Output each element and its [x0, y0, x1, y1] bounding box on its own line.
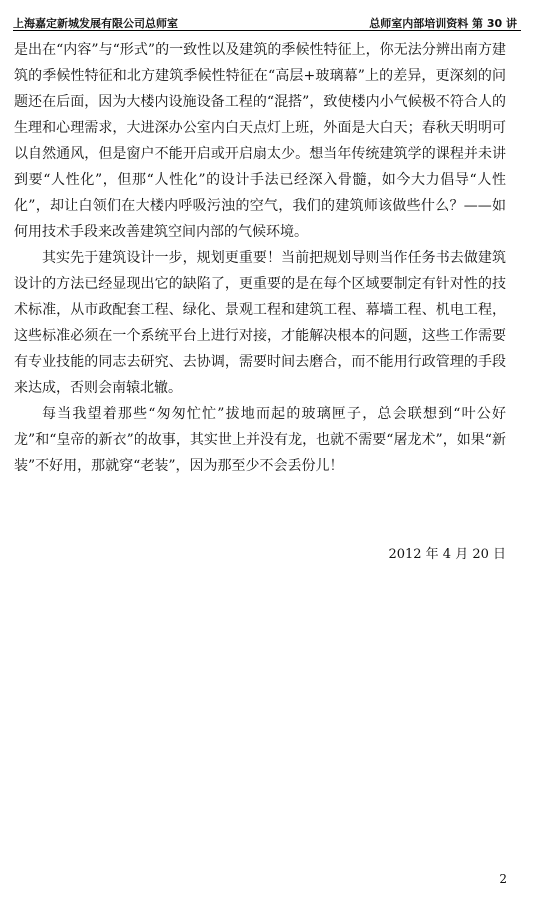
document-body [14, 37, 506, 479]
page-number: 2 [499, 872, 507, 886]
page-header [13, 8, 521, 31]
paragraph-continued: 是出在“内容”与“形式”的一致性以及建筑的季候性特征上，你无法分辨出南方建筑的季候性特征和北方建筑季候性特征在“高层+玻璃幕”上的差异，更深刻的问题还在后面，因为大楼内设施设备工程的“混搭”，致使楼内小气候极不符合人的生理和心理需求，大进深办公室内白天点灯上班，外面是大白天；春秋天明明可以自然通风，但是窗户不能开启或开启扇太少。想当年传统建筑学的课程并未讲到要“人性化”，但那“人性化”的设计手法已经深入骨髓，如今大力倡导“人性化”，却让白领们在大楼内呼吸污浊的空气，我们的建筑师该做些什么？——如何用技术手段来改善建筑空间内部的气候环境。 [14, 42, 506, 240]
header-organization: 上海嘉定新城发展有限公司总师室 [13, 17, 178, 30]
header-series-title: 总师室内部培训资料 第 30 讲 [369, 17, 517, 30]
paragraph-conclusion: 每当我望着那些“匆匆忙忙”拔地而起的玻璃匣子，总会联想到“叶公好龙”和“皇帝的新衣”的故事，其实世上并没有龙，也就不需要“屠龙术”，如果“新装”不好用，那就穿“老装”，因为那至少不会丢份儿！ [14, 406, 506, 474]
paragraph-planning: 其实先于建筑设计一步，规划更重要！当前把规划导则当作任务书去做建筑设计的方法已经显现出它的缺陷了，更重要的是在每个区域要制定有针对性的技术标准，从市政配套工程、绿化、景观工程和建筑工程、幕墙工程、机电工程，这些标准必须在一个系统平台上进行对接，才能解决根本的问题，这些工作需要有专业技能的同志去研究、去协调，需要时间去磨合，而不能用行政管理的手段来达成，否则会南辕北辙。 [14, 250, 506, 396]
document-date: 2012 年 4 月 20 日 [388, 547, 506, 562]
